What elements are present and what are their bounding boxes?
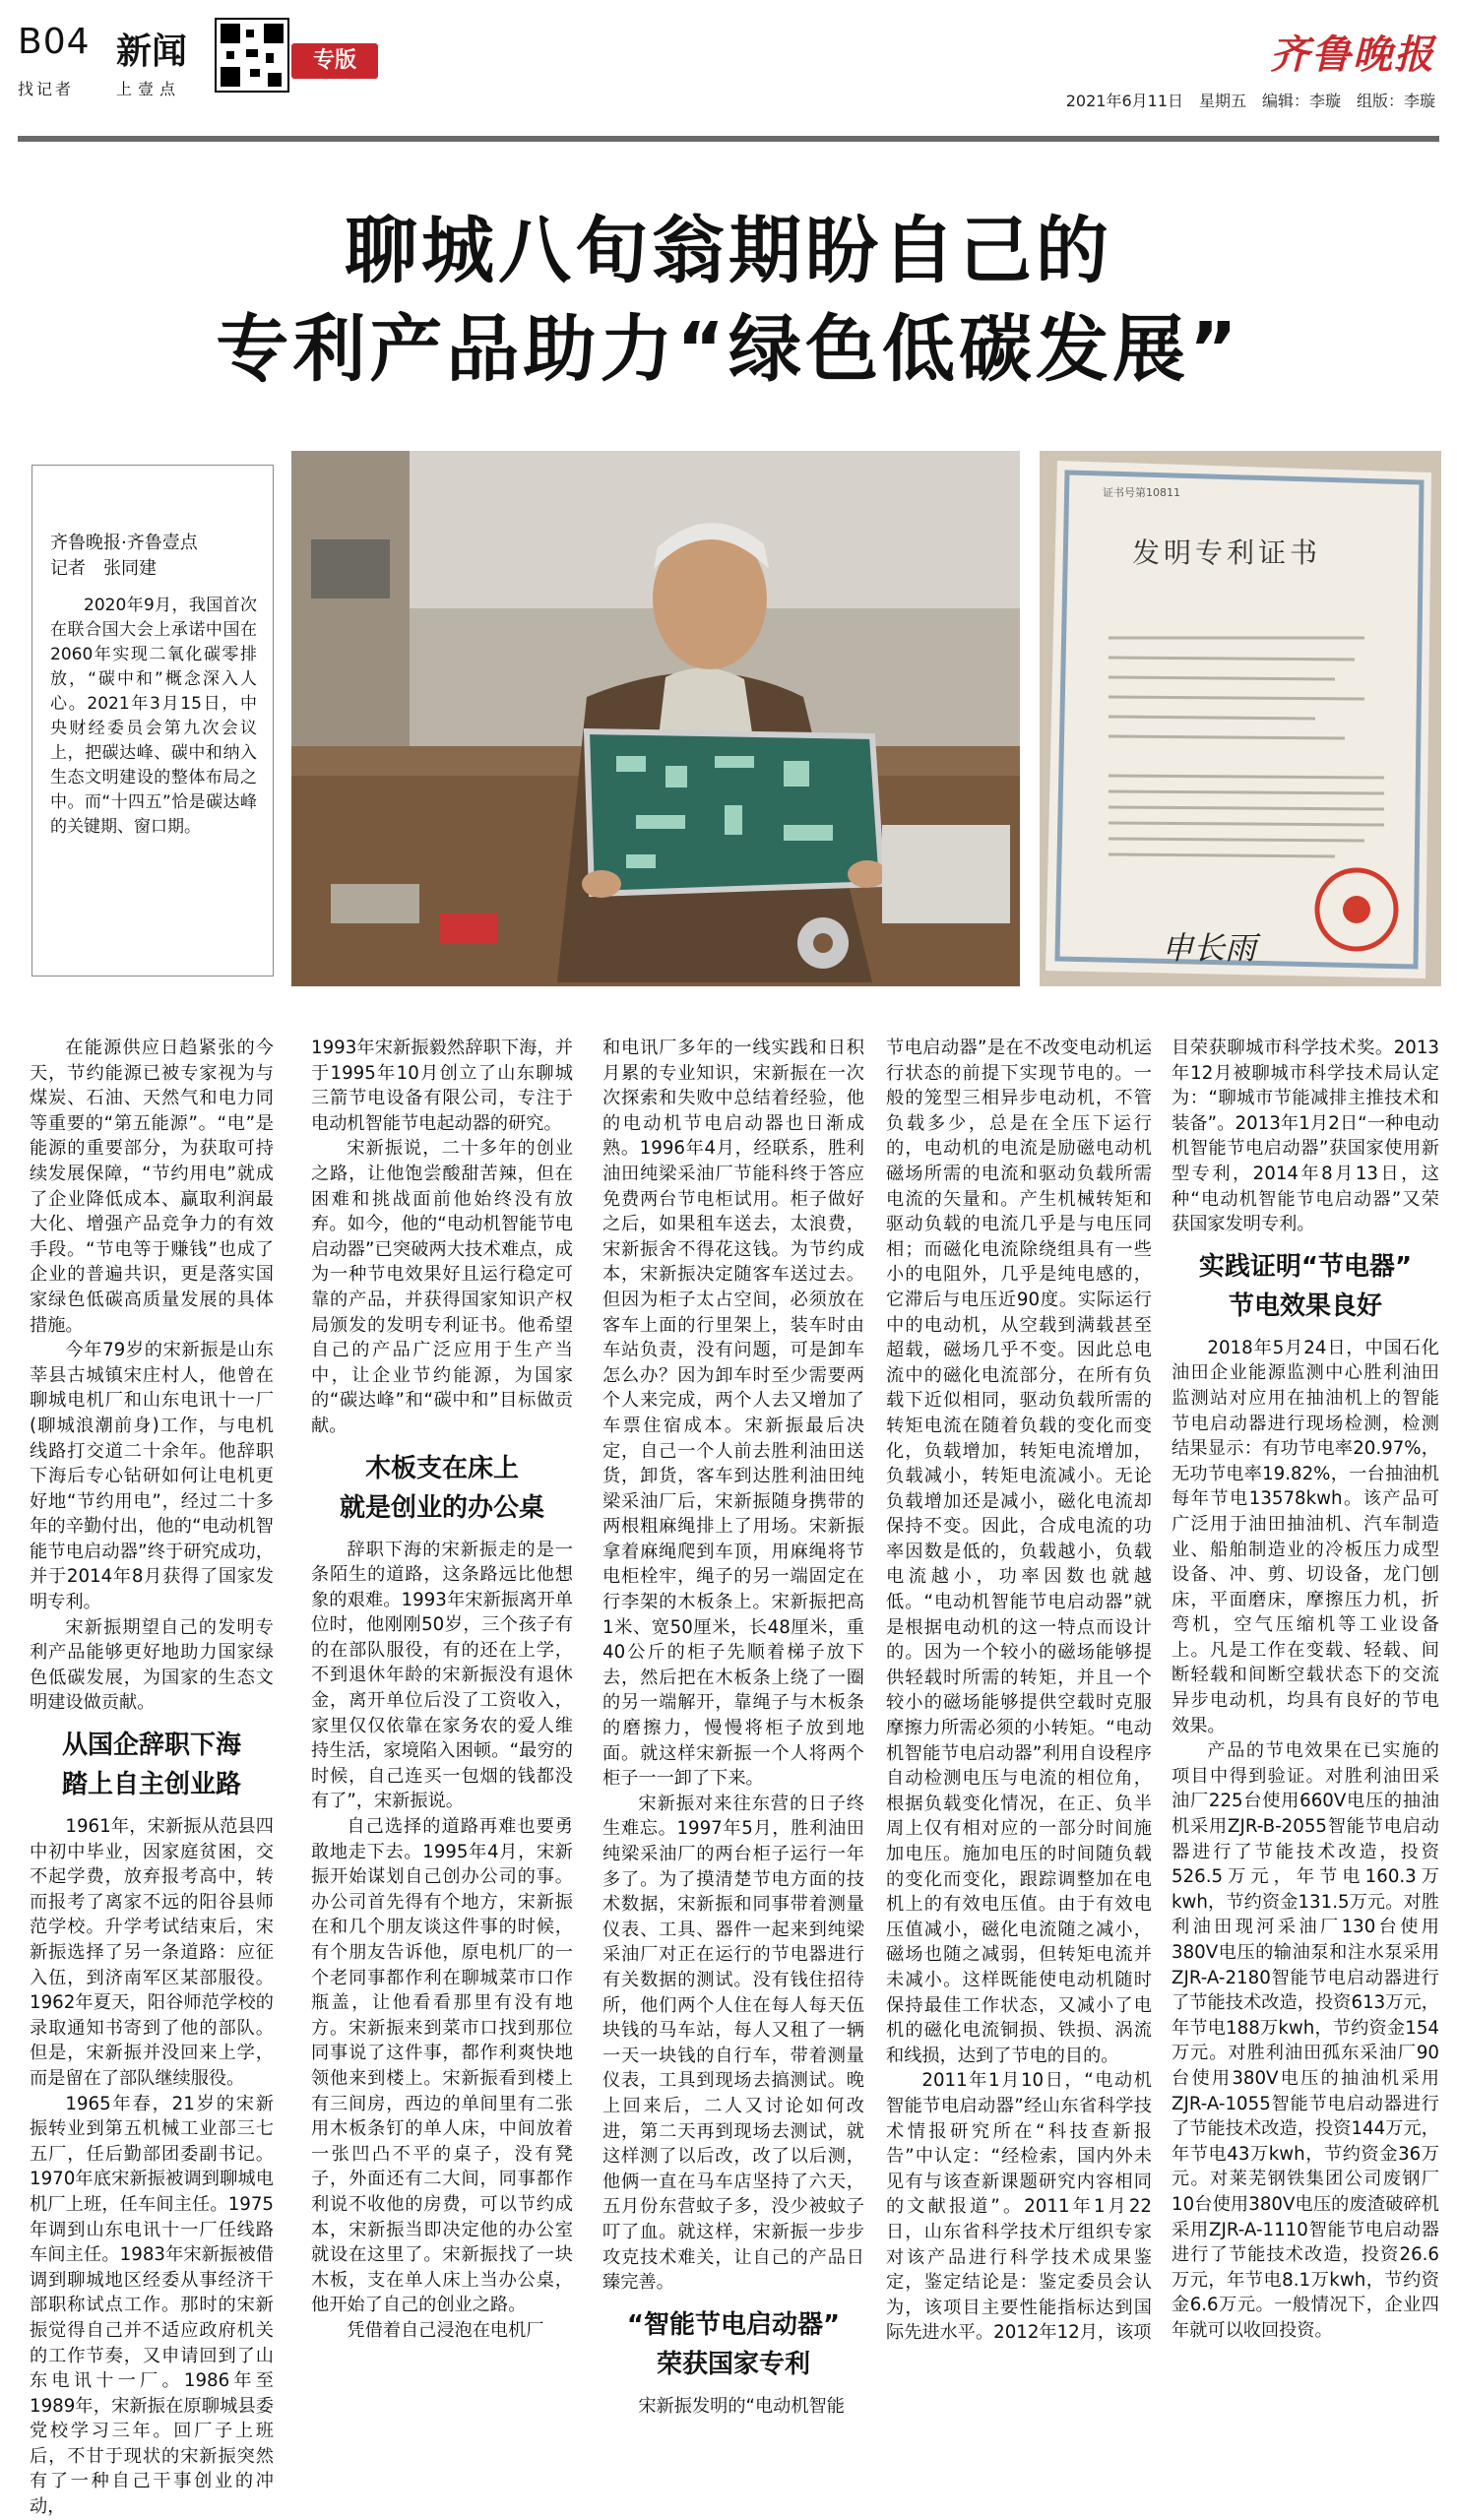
paragraph: 1993年宋新振毅然辞职下海，并于1995年10月创立了山东聊城三箭节电设备有限公司，专注于电动机智能节电起动器的研究。 — [311, 1038, 573, 1134]
paragraph: 2011年1月10日，“电动机智能节电启动器”经山东省科学技术情报研究所在“科技查新报告”中认定：“经检索，国内外未见有与该查新课题研究内容相同的文献报道”。2011年1月22日，山东省科学技术厅组织专家对该产品进行科学技术成果鉴定，鉴定结论是：鉴定委员会认为，该项目主要性能指标达到国际先进水平。2012年12月，该项 — [886, 2070, 1152, 2344]
newspaper-logo: 齐鲁晚报 — [1270, 32, 1435, 78]
paragraph: 辞职下海的宋新振走的是一条陌生的道路，这条路远比他想象的艰难。1993年宋新振离开单位时，他刚刚50岁，三个孩子有的在部队服役，有的还在上学，不到退休年龄的宋新振没有退休金，离开单位后没了工资收入，家里仅仅依靠在家务农的爱人维持生活，家境陷入困顿。“最穷的时候，自己连买一包烟的钱都没有了”，宋新振说。 — [311, 1539, 573, 1812]
paragraph: 1961年，宋新振从范县四中初中毕业，因家庭贫困，交不起学费，放弃报考高中，转而报考了离家不远的阳谷县师范学校。升学考试结束后，宋新振选择了另一条道路：应征入伍，到济南军区某部服役。1962年夏天，阳谷师范学校的录取通知书寄到了他的部队。但是，宋新振并没回来上学，而是留在了部队继续服役。 — [30, 1816, 274, 2089]
certificate-title: 发明专利证书 — [1132, 536, 1322, 569]
special-edition-badge: 专版 — [291, 43, 378, 79]
header-note-right: 上壹点 — [116, 80, 182, 98]
subheading-4: 实践证明“节电器” 节电效果良好 — [1198, 1251, 1413, 1321]
paragraph: 2018年5月24日，中国石化油田企业能源监测中心胜利油田监测站对应用在抽油机上的智能节电启动器进行现场检测，检测结果显示：有功节电率20.97%，无功节电率19.82%，一台抽油机每年节电13578kwh。该产品可广泛用于油田抽油机、汽车制造业、船舶制造业的冷板压力成型设备、冲、剪、切设备，龙门刨床，平面磨床，摩擦压力机，折弯机，空气压缩机等工业设备上。凡是工作在变载、轻载、间断轻载和间断空载状态下的交流异步电动机，均具有良好的节电效果。 — [1172, 1337, 1439, 1736]
page-number: B04 — [18, 22, 91, 62]
column-4 — [886, 1036, 1152, 2346]
paragraph: 宋新振发明的“电动机智能 — [638, 2395, 845, 2417]
paragraph: 目荣获聊城市科学技术奖。2013年12月被聊城市科学技术局认定为：“聊城市节能减排主推技术和装备”。2013年1月2日“一种电动机智能节电启动器”获国家使用新型专利，2014年8月13日，这种“电动机智能节电启动器”又荣获国家发明专利。 — [1172, 1038, 1439, 1235]
header-note-left: 找记者 — [18, 80, 75, 98]
header-divider — [18, 136, 1439, 142]
paragraph: 产品的节电效果在已实施的项目中得到验证。对胜利油田采油厂225台使用660V电压的抽油机采用ZJR-B-2055智能节电启动器进行了节能技术改造，投资526.5万元，年节电160.3万kwh，节约资金131.5万元。对胜利油田现河采油厂130台使用380V电压的输油泵和注水泵采用ZJR-A-2180智能节电启动器进行了节能技术改造，投资613万元，年节电188万kwh，节约资金154万元。对胜利油田孤东采油厂90台使用380V电压的抽油机采用ZJR-A-1055智能节电启动器进行了节能技术改造，投资144万元，年节电43万kwh，节约资金36万元。对莱芜钢铁集团公司废钢厂10台使用380V电压的废渣破碎机采用ZJR-A-1110智能节电启动器进行了节能技术改造，投资26.6万元，年节电8.1万kwh，节约资金6.6万元。一般情况下，企业四年就可以收回投资。 — [1172, 1740, 1439, 2341]
subheading-2: 木板支在床上 就是创业的办公桌 — [339, 1453, 544, 1523]
paragraph: 宋新振对来往东营的日子终生难忘。1997年5月，胜利油田纯梁采油厂的两台柜子运行一年多了。为了摸清楚节电方面的技术数据，宋新振和同事带着测量仪表、工具、器件一起来到纯梁采油厂对正在运行的节电器进行有关数据的测试。没有钱住招待所，他们两个人住在每人每天伍块钱的马车站，每人又租了一辆一天一块钱的自行车，带着测量仪表，工具到现场去搞测试。晚上回来后，二人又讨论如何改进，第二天再到现场去测试，就这样测了以后改，改了以后测，他俩一直在马车店坚持了六天，五月份东营蚊子多，没少被蚊子叮了血。就这样，宋新振一步步攻克技术难关，让自己的产品日臻完善。 — [602, 1793, 864, 2294]
lead-text: 2020年9月，我国首次在联合国大会上承诺中国在2060年实现二氧化碳零排放，“碳中和”概念深入人心。2021年3月15日，中央财经委员会第九次会议上，把碳达峰、碳中和纳入生态文明建设的整体布局之中。而“十四五”恰是碳达峰的关键期、窗口期。 — [50, 596, 257, 837]
lead-box — [32, 465, 274, 976]
paragraph: 宋新振说，二十多年的创业之路，让他饱尝酸甜苦辣，但在困难和挑战面前他始终没有放弃。如今，他的“电动机智能节电启动器”已突破两大技术难点，成为一种节电效果好且运行稳定可靠的产品，并获得国家知识产权局颁发的发明专利证书。他希望自己的产品广泛应用于生产当中，让企业节约能源，为国家的“碳达峰”和“碳中和”目标做贡献。 — [311, 1138, 573, 1436]
photo-illustration — [291, 451, 1020, 986]
headline-line-2: 专利产品助力“绿色低碳发展” — [216, 307, 1241, 392]
dateline: 2021年6月11日 星期五 编辑：李璇 组版：李璇 — [1065, 92, 1435, 110]
photo-inventor-with-device — [291, 451, 1020, 986]
paragraph: 自己选择的道路再难也要勇敢地走下去。1995年4月，宋新振开始谋划自己创办公司的事。办公司首先得有个地方，宋新振在和几个朋友谈这件事的时候，有个朋友告诉他，原电机厂的一个老同事都作利在聊城菜市口作瓶盖，让他看看那里有没有地方。宋新振来到菜市口找到那位同事说了这件事，都作利爽快地领他来到楼上。宋新振看到楼上有三间房，西边的单间里有二张用木板条钉的单人床，中间放着一张凹凸不平的桌子，没有凳子，外面还有二大间，同事都作利说不收他的房费，可以节约成本，宋新振当即决定他的办公室就设在这里了。宋新振找了一块木板，支在单人床上当办公桌，他开始了自己的创业之路。 — [311, 1816, 573, 2316]
paragraph: 凭借着自己浸泡在电机厂 — [347, 2319, 544, 2341]
paragraph: 宋新振期望自己的发明专利产品能够更好地助力国家绿色低碳发展，为国家的生态文明建设做贡献。 — [30, 1616, 274, 1714]
section-name: 新闻 — [116, 32, 188, 72]
column-1 — [30, 1036, 274, 2520]
paragraph: 节电启动器”是在不改变电动机运行状态的前提下实现节电的。一般的笼型三相异步电动机，不管负载多少，总是在全压下运行的，电动机的电流是励磁电动机磁场所需的电流和驱动负载所需电流的矢量和。产生机械转矩和驱动负载的电流几乎是与电压同相；而磁化电流除绕组具有一些小的电阻外，几乎是纯电感的，它滞后与电压近90度。实际运行中的电动机，从空载到满载甚至超载，磁场几乎不变。因此总电流中的磁化电流部分，在所有负载下近似相同，驱动负载所需的转矩电流在随着负载的变化而变化，负载增加，转矩电流增加，负载减小，转矩电流减小。无论负载增加还是减小，磁化电流却保持不变。因此，合成电流的功率因数是低的，负载越小，负载电流越小，功率因数也就越低。“电动机智能节电启动器”就是根据电动机的这一特点而设计的。因为一个较小的磁场能够提供轻载时所需的转矩，并且一个较小的磁场能够提供空载时克服摩擦力所需必须的小转矩。“电动机智能节电启动器”利用自设程序自动检测电压与电流的相位角，根据负载变化情况，在正、负半周上仅有相对应的一部分时间施加电压。施加电压的时间随负载的变化而变化，跟踪调整加在电机上的有效电压值。由于有效电压值减小，磁化电流随之减小，磁场也随之减弱，但转矩电流并未减小。这样既能使电动机随时保持最佳工作状态，又减小了电机的磁化电流铜损、铁损、涡流和线损，达到了节电的目的。 — [886, 1038, 1152, 2066]
paragraph: 在能源供应日趋紧张的今天，节约能源已被专家视为与煤炭、石油、天然气和电力同等重要的“第五能源”。“电”是能源的重要部分，为获取可持续发展保障，“节约用电”就成了企业降低成本、赢取利润最大化、增强产品竞争力的有效手段。“节电等于赚钱”也成了企业的普遍共识，更是落实国家绿色低碳高质量发展的具体措施。 — [30, 1038, 274, 1336]
paragraph: 和电讯厂多年的一线实践和日积月累的专业知识，宋新振在一次次探索和失败中总结着经验，他的电动机节电启动器也日渐成熟。1996年4月，经联系，胜利油田纯梁采油厂节能科终于答应免费两台节电柜试用。柜子做好之后，如果租车送去，太浪费，宋新振舍不得花这钱。为节约成本，宋新振决定随客车送过去。但因为柜子太占空间，必须放在客车上面的行里架上，装车时由车站负责，没有问题，可是卸车怎么办？因为卸车时至少需要两个人来完成，两个人去又增加了车票住宿成本。宋新振最后决定，自己一个人前去胜利油田送货，卸货，客车到达胜利油田纯梁采油厂后，宋新振随身携带的两根粗麻绳排上了用场。宋新振拿着麻绳爬到车顶，用麻绳将节电柜栓牢，绳子的另一端固定在行李架的木板条上。宋新振把高1米、宽50厘米，长48厘米，重40公斤的柜子先顺着梯子放下去，然后把在木板条上绕了一圈的另一端解开，靠绳子与木板条的磨擦力，慢慢将柜子放到地面。就这样宋新振一个人将两个柜子一一卸了下来。 — [602, 1038, 864, 1790]
qr-code-icon[interactable] — [215, 18, 289, 93]
certificate-signature: 申长雨 — [1162, 929, 1257, 967]
headline-line-1: 聊城八旬翁期盼自己的 — [345, 209, 1112, 293]
paragraph: 今年79岁的宋新振是山东莘县古城镇宋庄村人，他曾在聊城电机厂和山东电讯十一厂(聊城浪潮前身)工作，与电机线路打交道二十余年。他辞职下海后专心钻研如何让电机更好地“节约用电”，经过二十多年的辛勤付出，他的“电动机智能节电启动器”终于研究成功，并于2014年8月获得了国家发明专利。 — [30, 1340, 274, 1613]
subheading-1: 从国企辞职下海 踏上自主创业路 — [61, 1731, 241, 1800]
column-2 — [311, 1036, 573, 2344]
subheading-3: “智能节电启动器” 荣获国家专利 — [626, 2309, 841, 2379]
paragraph: 1965年春，21岁的宋新振转业到第五机械工业部三七五厂，任后勤部团委副书记。1970年底宋新振被调到聊城电机厂上班，任车间主任。1975年调到山东电讯十一厂任线路车间主任。1983年宋新振被借调到聊城地区经委从事经济干部职称试点工作。那时的宋新振觉得自己并不适应政府机关的工作节奏，又申请回到了山东电讯十一厂。1986年至1989年，宋新振在原聊城县委党校学习三年。回厂子上班后，不甘于现状的宋新振突然有了一种自己干事创业的冲动， — [30, 2093, 274, 2518]
byline-source: 齐鲁晚报·齐鲁壹点 — [50, 533, 198, 553]
column-5 — [1172, 1036, 1439, 2344]
column-3 — [602, 1036, 864, 2419]
byline-reporter: 记者 张同建 — [50, 558, 157, 579]
certificate-number: 证书号第10811 — [1103, 486, 1180, 499]
